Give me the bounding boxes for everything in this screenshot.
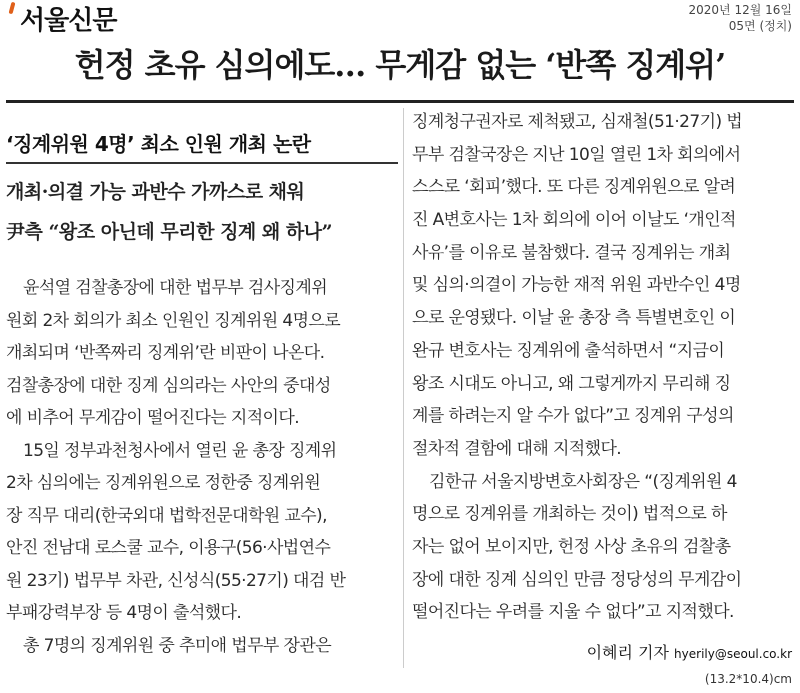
publication-meta <box>689 2 792 34</box>
article-line: 무부 검찰국장은 지난 10일 열린 1차 회의에서 <box>412 144 741 165</box>
column-divider <box>403 108 404 668</box>
article-line: 계를 하려는지 알 수가 없다”고 징계위 구성의 <box>412 406 734 427</box>
article-size-note: (13.2*10.4)cm <box>704 672 792 686</box>
subheading-main: ‘징계위원 4명’ 최소 인원 개최 논란 <box>6 132 311 156</box>
article-line: 스스로 ‘회피’했다. 또 다른 징계위원으로 알려 <box>412 177 736 198</box>
article-line: 장 직무 대리(한국외대 법학전문대학원 교수), <box>6 505 327 526</box>
article-line: 진 A변호사는 1차 회의에 이어 이날도 ‘개인적 <box>412 210 736 231</box>
article-body-right <box>412 106 794 629</box>
article-line: 원회 2차 회의가 최소 인원인 징계위원 4명으로 <box>6 310 341 331</box>
page-section: 05면 (정치) <box>728 19 792 33</box>
article-line: 안진 전남대 로스쿨 교수, 이용구(56·사법연수 <box>6 538 331 558</box>
article-line: 원 23기) 법무부 차관, 신성식(55·27기) 대검 반 <box>6 570 346 591</box>
article-line: 떨어진다는 우려를 지울 수 없다”고 지적했다. <box>412 602 734 623</box>
article-line: 왕조 시대도 아니고, 왜 그렇게까지 무리해 징 <box>412 373 731 394</box>
article-line: 절차적 결함에 대해 지적했다. <box>412 438 622 459</box>
article-line: 징계청구권자로 제척됐고, 심재철(51·27기) 법 <box>412 112 743 132</box>
article-line: 15일 정부과천청사에서 열린 윤 총장 징계위 <box>23 440 337 461</box>
headline-rule <box>6 100 794 103</box>
article-line: 부패강력부장 등 4명이 출석했다. <box>6 603 242 623</box>
publication-date: 2020년 12월 16일 <box>688 3 792 17</box>
subheading-rule <box>6 162 398 164</box>
article-line: 으로 운영됐다. 이날 윤 총장 측 특별변호인 이 <box>412 308 736 329</box>
article-column-left <box>6 106 398 662</box>
article-line: 장에 대한 징계 심의인 만큼 정당성의 무게감이 <box>412 569 742 590</box>
subheading-line-1: 개최·의결 가능 과반수 가까스로 채워 <box>6 181 305 203</box>
byline <box>587 640 792 663</box>
article-line: 개최되며 ‘반쪽짜리 징계위’란 비판이 나온다. <box>6 343 325 363</box>
article-line: 자는 없어 보이지만, 헌정 사상 초유의 검찰총 <box>412 536 731 557</box>
article-line: 에 비추어 무게감이 떨어진다는 지적이다. <box>6 408 299 428</box>
article-line: 2차 심의에는 징계위원으로 정한중 징계위원 <box>6 473 321 493</box>
article-line: 김한규 서울지방변호사회장은 “(징계위원 4 <box>429 471 737 492</box>
subheading-line-2: 尹측 “왕조 아닌데 무리한 징계 왜 하나” <box>6 221 333 243</box>
article-body-left <box>6 272 398 662</box>
article-headline: 헌정 초유 심의에도… 무게감 없는 ‘반쪽 징계위’ <box>74 46 726 84</box>
newspaper-logo: 서울신문 <box>20 6 117 36</box>
article-line: 총 7명의 징계위원 중 추미애 법무부 장관은 <box>23 635 332 656</box>
article-line: 명으로 징계위를 개최하는 것이) 법적으로 하 <box>412 504 727 525</box>
reporter-name: 이혜리 기자 <box>586 643 669 662</box>
article-line: 완규 변호사는 징계위에 출석하면서 “지금이 <box>412 340 725 361</box>
article-column-right <box>412 106 794 629</box>
article-line: 및 심의·의결이 가능한 재적 위원 과반수인 4명 <box>412 275 741 296</box>
reporter-email: hyerily@seoul.co.kr <box>674 647 792 661</box>
brand-accent-mark <box>9 2 16 15</box>
article-line: 검찰총장에 대한 징계 심의라는 사안의 중대성 <box>6 375 331 396</box>
article-line: 윤석열 검찰총장에 대한 법무부 검사징계위 <box>23 278 328 298</box>
article-line: 사유’를 이유로 불참했다. 결국 징계위는 개최 <box>412 242 731 263</box>
